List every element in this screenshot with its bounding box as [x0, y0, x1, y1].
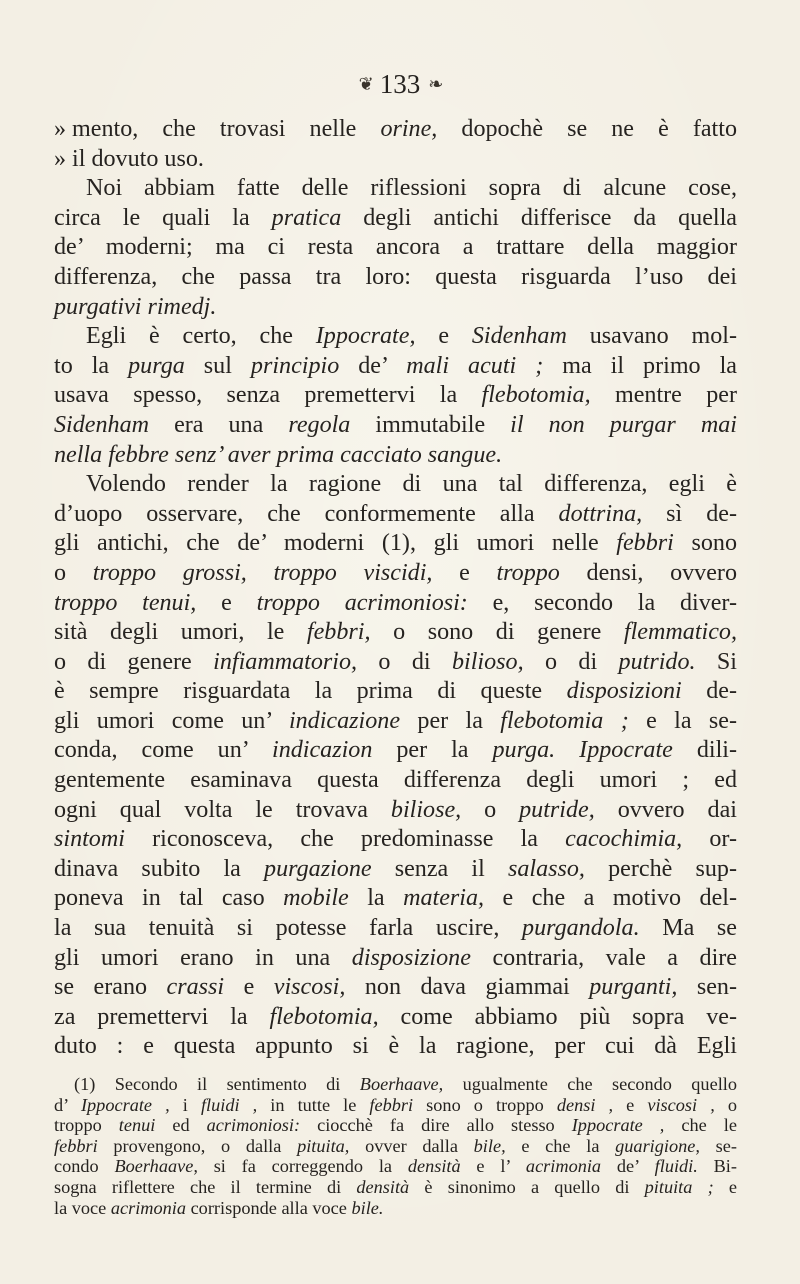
text-run: la voce: [54, 1197, 111, 1218]
text-line: [54, 559, 737, 589]
text-run: e: [224, 974, 274, 1001]
text-run: i: [169, 1094, 201, 1115]
text-run: gli antichi, che de’ moderni (1), gli umori nelle: [54, 530, 617, 557]
text-line: [54, 796, 737, 826]
text-run: sì de-: [642, 500, 737, 527]
text-run: dili-: [672, 737, 737, 764]
italic-run: indicazione: [288, 707, 401, 734]
text-line: [54, 914, 737, 944]
text-run: sità degli umori, le: [54, 619, 307, 646]
italic-run: febbri: [616, 530, 674, 557]
text-run: poneva in tal caso: [54, 885, 284, 912]
text-line: [54, 115, 737, 145]
italic-run: il non purgar mai: [510, 411, 737, 438]
text-run: [555, 737, 579, 763]
text-run: non dava giammai: [345, 974, 590, 1001]
text-run: de’ moderni; ma ci resta ancora a trattare della maggior: [54, 234, 737, 261]
footnote-line: [54, 1095, 737, 1116]
text-line: [54, 1032, 737, 1062]
italic-run: troppo tenui,: [54, 589, 197, 616]
page-number: 133: [379, 68, 421, 99]
text-run: è sinonimo a quello di: [409, 1176, 645, 1197]
text-run: e: [713, 1176, 738, 1197]
text-run: de-: [681, 678, 737, 705]
text-run: d’uopo osservare, che conformemente alla: [54, 500, 559, 527]
text-run: sen-: [677, 974, 737, 1001]
italic-run: viscosi,: [273, 974, 346, 1001]
footnote-line: [54, 1177, 737, 1198]
text-run: ed: [155, 1115, 207, 1136]
italic-run: mobile: [283, 885, 349, 912]
italic-run: pituita,: [297, 1135, 350, 1156]
text-line: [54, 736, 737, 766]
text-run: Volendo render la ragione di una tal differenza, egli è: [86, 471, 737, 498]
text-line: [54, 618, 737, 648]
italic-run: Sidenham: [54, 411, 150, 438]
italic-run: viscosi ,: [647, 1094, 715, 1115]
italic-run: purganti,: [589, 974, 678, 1001]
italic-run: bile.: [351, 1197, 384, 1218]
text-run: se-: [699, 1135, 737, 1156]
page-header: [0, 66, 800, 99]
text-line: [54, 174, 737, 204]
text-run: conda, come un’: [54, 737, 272, 764]
text-run: o: [714, 1094, 737, 1115]
text-run: per la: [400, 707, 501, 734]
text-run: sono o troppo: [413, 1094, 557, 1115]
text-run: o di: [357, 648, 452, 675]
italic-run: bilioso,: [451, 648, 524, 675]
text-run: ovver dalla: [349, 1135, 474, 1156]
italic-run: Ippocrate ,: [571, 1115, 665, 1136]
italic-run: densi ,: [556, 1094, 614, 1115]
text-line: [54, 441, 737, 471]
italic-run: pratica: [271, 204, 342, 231]
italic-run: flebotomia,: [269, 1003, 379, 1030]
text-line: [54, 589, 737, 619]
text-run: densi, ovvero: [559, 559, 737, 586]
italic-run: acrimonia: [525, 1156, 602, 1177]
text-run: za premettervi la: [54, 1003, 270, 1030]
text-run: o di: [523, 648, 619, 675]
text-line: [54, 1003, 737, 1033]
italic-run: fluidi ,: [200, 1094, 258, 1115]
text-run: e che la: [505, 1135, 616, 1156]
italic-run: disposizioni: [566, 678, 682, 705]
italic-run: Boerhaave,: [359, 1074, 444, 1094]
italic-run: principio: [250, 352, 340, 379]
text-run: duto : e questa appunto si è la ragione, per cui dà Egli: [54, 1033, 737, 1060]
italic-run: regola: [288, 411, 351, 438]
italic-run: putrido.: [618, 648, 696, 675]
text-run: mento, che trovasi nelle: [72, 116, 381, 142]
text-line: [54, 263, 737, 293]
text-line: [54, 411, 737, 441]
italic-run: purga: [128, 352, 185, 379]
text-run: ma il primo la: [543, 352, 737, 379]
text-run: de’: [339, 352, 407, 379]
text-line: [54, 145, 737, 175]
text-line: [54, 884, 737, 914]
italic-run: troppo: [496, 559, 560, 586]
text-run: or-: [682, 826, 737, 853]
ornament-left-icon: ❦: [358, 73, 372, 94]
italic-run: Sidenham: [471, 323, 567, 350]
quote-mark: »: [54, 116, 67, 142]
text-run: usava spesso, senza premettervi la: [54, 382, 482, 409]
text-run: la sua tenuità si potesse farla uscire,: [54, 915, 523, 942]
italic-run: Boerhaave,: [114, 1156, 198, 1177]
text-run: differenza, che passa tra loro: questa risguarda l’uso dei: [54, 263, 737, 290]
text-run: condo: [54, 1156, 115, 1177]
text-line: [54, 500, 737, 530]
text-run: e: [432, 559, 497, 586]
italic-run: indicazion: [272, 737, 373, 764]
footnote-line: [54, 1074, 737, 1095]
text-run: sogna riflettere che il termine di: [54, 1176, 357, 1197]
text-line: [54, 707, 737, 737]
text-run: to la: [54, 352, 129, 379]
italic-run: acrimonia: [110, 1197, 186, 1218]
text-line: [54, 825, 737, 855]
text-line: [54, 293, 737, 323]
italic-run: densità: [407, 1156, 461, 1177]
text-line: [54, 233, 737, 263]
italic-run: tenui: [118, 1115, 156, 1136]
text-line: [54, 529, 737, 559]
italic-run: cacochimia,: [565, 826, 683, 853]
text-run: e: [613, 1094, 648, 1115]
italic-run: febbri: [54, 1135, 98, 1156]
text-run: d’: [54, 1094, 81, 1115]
text-run: si fa correggendo la: [197, 1156, 408, 1177]
text-run: (1) Secondo il sentimento di: [74, 1074, 360, 1094]
text-run: perchè sup-: [584, 855, 737, 882]
text-run: Egli è certo, che: [86, 323, 316, 350]
italic-run: febbri,: [306, 619, 371, 646]
italic-run: biliose,: [390, 796, 462, 823]
italic-run: dottrina,: [558, 500, 643, 527]
italic-run: purgativi rimedj.: [54, 293, 217, 320]
italic-run: fluidi.: [654, 1156, 698, 1177]
italic-run: infiammatorio,: [213, 648, 358, 675]
italic-run: materia,: [403, 885, 485, 912]
italic-run: purgazione: [264, 855, 372, 882]
text-line: [54, 677, 737, 707]
text-run: circa le quali la: [54, 204, 272, 231]
text-run: in tutte le: [257, 1094, 370, 1115]
text-run: che le: [664, 1115, 737, 1136]
footnote-line: [54, 1115, 737, 1136]
text-run: o di genere: [54, 648, 214, 675]
italic-run: nella febbre senz’ aver prima cacciato sangue.: [54, 441, 503, 468]
text-run: sono: [673, 530, 737, 557]
italic-run: bile,: [473, 1135, 506, 1156]
text-run: corrisponde alla voce: [186, 1197, 352, 1218]
footnote-line: [54, 1198, 737, 1219]
italic-run: flebotomia ;: [500, 707, 629, 734]
text-run: mentre per: [590, 382, 737, 409]
text-run: e: [196, 589, 257, 616]
text-run: era una: [149, 411, 289, 438]
italic-run: purga.: [492, 737, 556, 764]
text-run: Si: [695, 648, 738, 675]
text-run: Bi-: [697, 1156, 737, 1177]
text-run: o: [461, 796, 520, 823]
text-run: senza il: [371, 855, 508, 882]
text-run: de’: [601, 1156, 655, 1177]
text-run: o: [54, 559, 93, 586]
text-run: il dovuto uso.: [72, 145, 204, 172]
italic-run: Ippocrate,: [315, 323, 416, 350]
text-line: [54, 855, 737, 885]
text-run: se erano: [54, 974, 167, 1001]
footnote-line: [54, 1136, 737, 1157]
text-line: [54, 204, 737, 234]
text-run: troppo: [54, 1115, 119, 1136]
italic-run: febbri: [369, 1094, 414, 1115]
italic-run: orine,: [380, 116, 438, 142]
text-line: [54, 648, 737, 678]
italic-run: pituita ;: [644, 1176, 714, 1197]
text-run: per la: [372, 737, 493, 764]
text-run: ciocchè fa dire allo stesso: [300, 1115, 572, 1136]
text-line: [54, 766, 737, 796]
italic-run: guarigione,: [615, 1135, 700, 1156]
text-run: dinava subito la: [54, 855, 265, 882]
main-text: [54, 115, 737, 1062]
text-run: contraria, vale a dire: [470, 944, 738, 971]
text-run: Noi abbiam fatte delle riflessioni sopra di alcune cose,: [86, 175, 737, 202]
text-run: è sempre risguardata la prima di queste: [54, 678, 567, 705]
italic-run: Ippocrate: [579, 737, 673, 764]
italic-run: mali acuti ;: [406, 352, 544, 379]
italic-run: flemmatico,: [623, 619, 737, 646]
ornament-right-icon: ❧: [428, 73, 442, 94]
quote-mark: »: [54, 145, 67, 172]
text-run: o sono di genere: [370, 619, 624, 646]
text-run: usavano mol-: [566, 323, 737, 350]
text-run: e, secondo la diver-: [467, 589, 738, 616]
italic-run: salasso,: [507, 855, 585, 882]
text-run: sul: [184, 352, 251, 379]
text-run: gentemente esaminava questa differenza degli umori ; ed: [54, 767, 737, 794]
text-run: immutabile: [350, 411, 511, 438]
italic-run: troppo grossi, troppo viscidi,: [92, 559, 433, 586]
italic-run: crassi: [166, 974, 225, 1001]
italic-run: Ippocrate ,: [80, 1094, 170, 1115]
text-line: [54, 352, 737, 382]
text-run: ugualmente che secondo quello: [443, 1074, 737, 1094]
footnote-line: [54, 1156, 737, 1177]
text-run: ovvero dai: [594, 796, 737, 823]
text-run: la: [348, 885, 404, 912]
text-run: degli antichi differisce da quella: [341, 204, 737, 231]
footnote: [54, 1074, 737, 1218]
text-line: [54, 322, 737, 352]
text-run: come abbiamo più sopra ve-: [378, 1003, 737, 1030]
text-run: riconosceva, che predominasse la: [124, 826, 566, 853]
text-run: ogni qual volta le trovava: [54, 796, 391, 823]
text-line: [54, 470, 737, 500]
italic-run: troppo acrimoniosi:: [256, 589, 468, 616]
text-run: provengono, o dalla: [97, 1135, 298, 1156]
text-run: e la se-: [628, 707, 737, 734]
italic-run: densità: [356, 1176, 410, 1197]
italic-run: putride,: [519, 796, 595, 823]
italic-run: purgandola.: [522, 915, 640, 942]
text-run: gli umori erano in una: [54, 944, 352, 971]
text-run: e l’: [460, 1156, 526, 1177]
text-line: [54, 944, 737, 974]
italic-run: acrimoniosi:: [206, 1115, 301, 1136]
text-run: Ma se: [639, 915, 737, 942]
text-run: e: [415, 323, 472, 350]
text-run: e che a motivo del-: [484, 885, 738, 912]
text-line: [54, 973, 737, 1003]
italic-run: flebotomia,: [481, 382, 591, 409]
italic-run: disposizione: [351, 944, 471, 971]
text-run: gli umori come un’: [54, 707, 289, 734]
text-run: dopochè se ne è fatto: [437, 116, 737, 142]
italic-run: sintomi: [54, 826, 125, 853]
text-line: [54, 381, 737, 411]
